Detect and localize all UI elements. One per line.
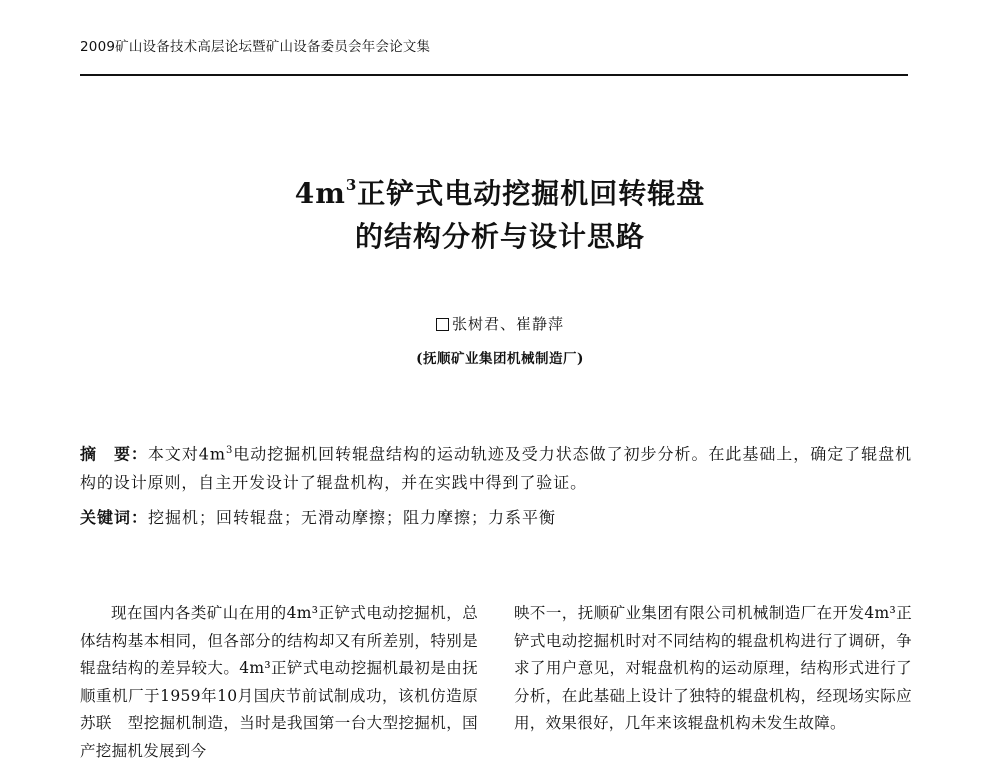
body-paragraph-left: 现在国内各类矿山在用的4m³正铲式电动挖掘机，总体结构基本相同，但各部分的结构却又有所差别，特别是辊盘结构的差异较大。4m³正铲式电动挖掘机最初是由抚顺重机厂于1959年10月国庆节前试制成功，该机仿造原苏联 型挖掘机制造，当时是我国第一台大型挖掘机，国产挖掘机发展到今 <box>80 604 478 760</box>
header-rule <box>80 74 908 76</box>
abstract-label: 摘 要： <box>80 444 148 464</box>
keywords-label: 关键词： <box>80 508 149 527</box>
abstract-superscript: 3 <box>225 445 234 456</box>
body-column-left <box>80 600 478 765</box>
abstract <box>80 436 912 497</box>
paper-title-line-1 <box>0 178 1000 208</box>
body-paragraph-right: 映不一，抚顺矿业集团有限公司机械制造厂在开发4m³正铲式电动挖掘机时对不同结构的辊盘机构进行了调研，争求了用户意见，对辊盘机构的运动原理，结构形式进行了分析，在此基础上设计了独特的辊盘机构，经现场实际应用，效果很好，几年来该辊盘机构未发生故障。 <box>514 604 912 732</box>
abstract-text: 电动挖掘机回转辊盘结构的运动轨迹及受力状态做了初步分析。在此基础上，确定了辊盘机构的设计原则，自主开发设计了辊盘机构，并在实践中得到了验证。 <box>80 444 912 493</box>
title-rest: 正铲式电动挖掘机回转辊盘 <box>357 177 706 210</box>
keywords-text: 挖掘机；回转辊盘；无滑动摩擦；阻力摩擦；力系平衡 <box>148 508 557 527</box>
author-affiliation: (抚顺矿业集团机械制造厂) <box>416 351 584 367</box>
title-superscript: 3 <box>345 176 358 194</box>
title-prefix: 4m <box>294 177 346 210</box>
body-column-right <box>514 600 912 738</box>
square-bullet-icon <box>436 318 449 331</box>
abstract-text-prefix: 本文对4m <box>147 444 226 464</box>
paper-title-line-2: 的结构分析与设计思路 <box>354 220 645 253</box>
author-line <box>0 313 1000 334</box>
running-header: 2009矿山设备技术高层论坛暨矿山设备委员会年会论文集 <box>80 39 431 55</box>
keywords <box>80 505 912 528</box>
author-names: 张树君、崔静萍 <box>451 315 564 333</box>
